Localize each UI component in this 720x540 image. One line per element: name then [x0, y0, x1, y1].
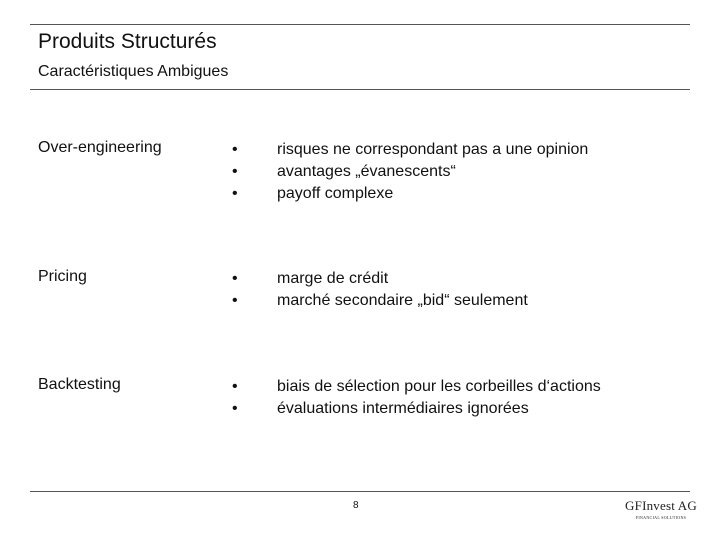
bullet-marker: • — [232, 163, 238, 180]
bullet-column — [232, 268, 238, 312]
page-number: 8 — [353, 500, 359, 511]
item-list — [277, 376, 601, 420]
list-item: biais de sélection pour les corbeilles d‘actions — [277, 378, 601, 395]
logo-wordmark: GFInvest AG — [625, 498, 697, 513]
item-list — [277, 268, 528, 312]
top-rule — [30, 24, 690, 25]
logo-tagline: FINANCIAL SOLUTIONS — [635, 515, 687, 520]
list-item: avantages „évanescents“ — [277, 163, 456, 180]
header-rule — [30, 89, 690, 90]
bullet-marker: • — [232, 378, 238, 395]
slide-subtitle: Caractéristiques Ambigues — [38, 63, 229, 80]
footer-rule — [30, 491, 690, 492]
bullet-marker: • — [232, 292, 238, 309]
item-list — [277, 139, 588, 205]
bullet-column — [232, 139, 238, 205]
list-item: marge de crédit — [277, 270, 389, 287]
bullet-column — [232, 376, 238, 420]
list-item: marché secondaire „bid“ seulement — [277, 292, 528, 309]
list-item: risques ne correspondant pas a une opinion — [277, 141, 589, 158]
list-item: payoff complexe — [277, 185, 394, 202]
bullet-marker: • — [232, 185, 238, 202]
list-item: évaluations intermédiaires ignorées — [277, 400, 529, 417]
row-label: Pricing — [38, 268, 87, 285]
bullet-marker: • — [232, 270, 238, 287]
company-logo — [622, 498, 700, 520]
row-label: Backtesting — [38, 376, 121, 393]
row-label: Over-engineering — [38, 139, 162, 156]
slide-title: Produits Structurés — [38, 30, 217, 53]
bullet-marker: • — [232, 141, 238, 158]
bullet-marker: • — [232, 400, 238, 417]
